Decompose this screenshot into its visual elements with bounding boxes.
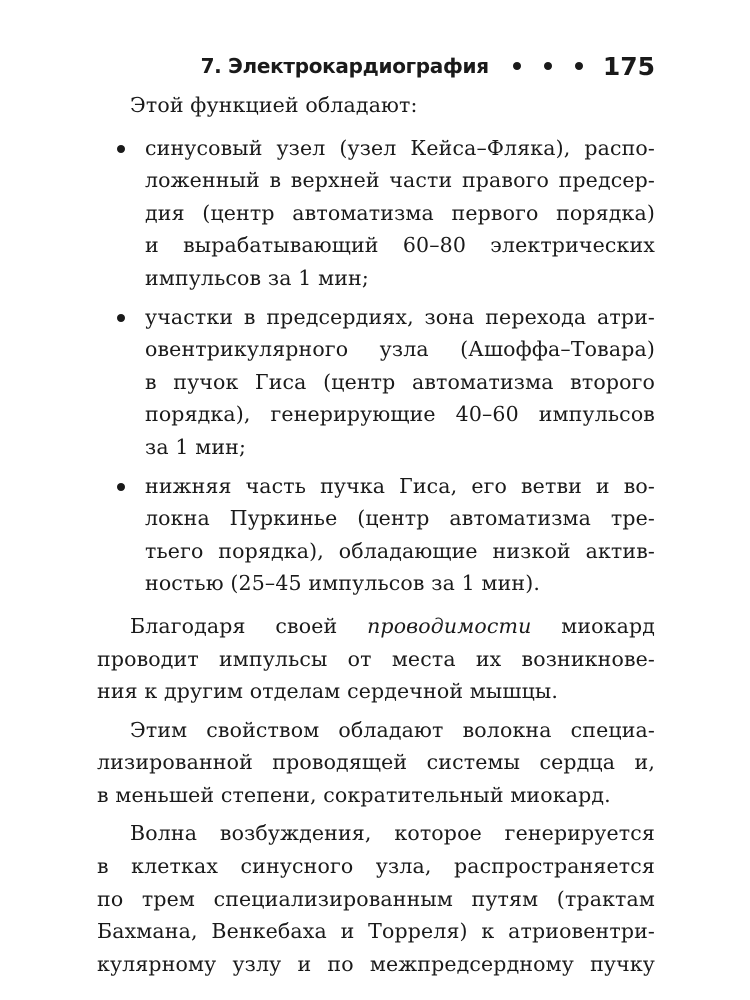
list-item (97, 132, 655, 295)
text-line: кулярному узлу и по межпредсердному пучку (97, 951, 655, 976)
body-text (97, 89, 655, 980)
bullet-icon (117, 145, 125, 153)
paragraph (97, 714, 655, 812)
text-line: в меньшей степени, сократительный миокард. (97, 782, 611, 807)
header-dots (513, 62, 583, 70)
dot-icon (544, 62, 552, 70)
chapter-title: 7. Электрокардиография (200, 54, 489, 78)
text-line: локна Пуркинье (центр автоматизма тре- (145, 506, 655, 531)
bullet-icon (117, 483, 125, 491)
text-line: ностью (25–45 импульсов за 1 мин). (145, 571, 541, 596)
text-line: участки в предсердиях, зона перехода атри- (145, 304, 655, 329)
text-line: ложенный в верхней части правого предсер- (145, 168, 655, 193)
text-line: порядка), генерирующие 40–60 импульсов (145, 402, 655, 427)
text-line: синусовый узел (узел Кейса–Фляка), распо- (145, 135, 655, 160)
text-line: нижняя часть пучка Гиса, его ветви и во- (145, 473, 655, 498)
text-line: в клетках синусного узла, распространяется (97, 854, 655, 879)
list-item (97, 470, 655, 600)
text-line: Благодаря своей проводимости миокард (130, 613, 655, 638)
list-item (97, 301, 655, 464)
text-line: Волна возбуждения, которое генерируется (130, 821, 655, 846)
dot-icon (513, 62, 521, 70)
text-line: импульсов за 1 мин; (145, 265, 369, 290)
running-header (201, 50, 655, 82)
paragraph (97, 610, 655, 708)
emphasis: проводимости (367, 613, 532, 638)
text-line: Этим свойством обладают волокна специа- (130, 717, 655, 742)
text-line: проводит импульсы от места их возникнове- (97, 646, 655, 671)
text-line: Бахмана, Венкебаха и Торреля) к атриовентри- (97, 919, 655, 944)
text-line: по трем специализированным путям (трактам (97, 886, 655, 911)
text-line: за 1 мин; (145, 434, 247, 459)
text-line: ния к другим отделам сердечной мышцы. (97, 679, 559, 704)
paragraph (97, 817, 655, 980)
bullet-icon (117, 314, 125, 322)
page-number: 175 (602, 51, 655, 81)
intro-line: Этой функцией обладают: (130, 93, 418, 117)
text-line: овентрикулярного узла (Ашоффа–Товара) (145, 337, 655, 362)
text-line: в пучок Гиса (центр автоматизма второго (145, 369, 655, 394)
text-line: лизированной проводящей системы сердца и, (97, 750, 655, 775)
dot-icon (575, 62, 583, 70)
text-line: и вырабатывающий 60–80 электрических (145, 233, 655, 258)
text-line: дия (центр автоматизма первого порядка) (145, 200, 655, 225)
text-line: тьего порядка), обладающие низкой актив- (145, 538, 655, 563)
